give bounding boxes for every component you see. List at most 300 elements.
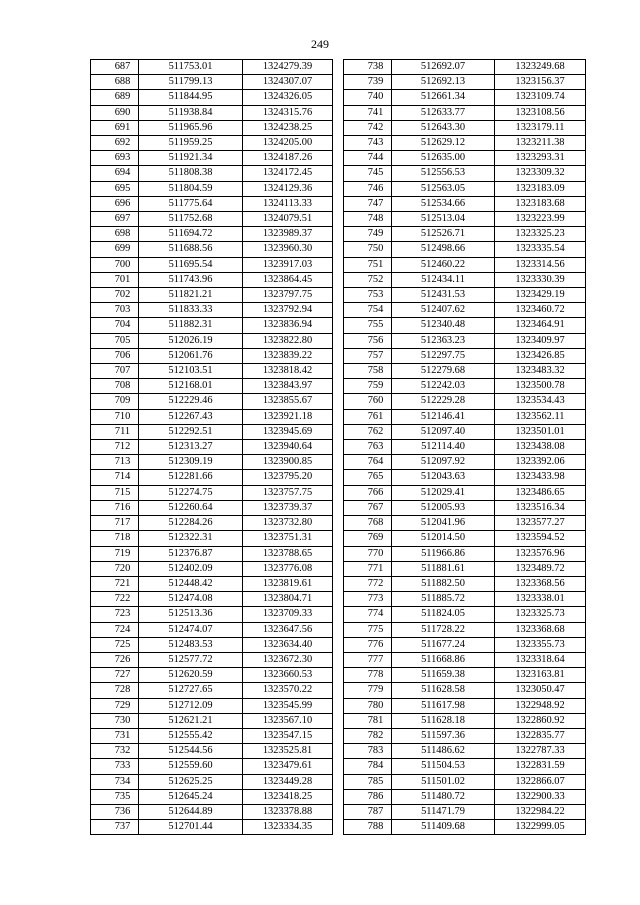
y-coordinate-cell: 1323545.99 — [243, 698, 333, 713]
point-number-cell: 690 — [91, 105, 139, 120]
x-coordinate-cell: 511959.25 — [139, 136, 243, 151]
y-coordinate-cell: 1323562.11 — [495, 409, 586, 424]
x-coordinate-cell: 511965.96 — [139, 120, 243, 135]
y-coordinate-cell: 1323392.06 — [495, 455, 586, 470]
table-row — [91, 136, 333, 151]
x-coordinate-cell: 512625.25 — [139, 774, 243, 789]
point-number-cell: 779 — [344, 683, 392, 698]
x-coordinate-cell: 512498.66 — [392, 242, 495, 257]
y-coordinate-cell: 1322860.92 — [495, 713, 586, 728]
y-coordinate-cell: 1324172.45 — [243, 166, 333, 181]
x-coordinate-cell: 512559.60 — [139, 759, 243, 774]
y-coordinate-cell: 1323647.56 — [243, 622, 333, 637]
y-coordinate-cell: 1323921.18 — [243, 409, 333, 424]
point-number-cell: 787 — [344, 804, 392, 819]
table-row — [344, 546, 586, 561]
point-number-cell: 762 — [344, 424, 392, 439]
x-coordinate-cell: 512014.50 — [392, 531, 495, 546]
point-number-cell: 766 — [344, 485, 392, 500]
x-coordinate-cell: 511617.98 — [392, 698, 495, 713]
point-number-cell: 721 — [91, 576, 139, 591]
x-coordinate-cell: 511804.59 — [139, 181, 243, 196]
point-number-cell: 702 — [91, 288, 139, 303]
point-number-cell: 715 — [91, 485, 139, 500]
point-number-cell: 761 — [344, 409, 392, 424]
point-number-cell: 701 — [91, 272, 139, 287]
point-number-cell: 696 — [91, 196, 139, 211]
y-coordinate-cell: 1323516.34 — [495, 500, 586, 515]
point-number-cell: 722 — [91, 592, 139, 607]
table-row — [344, 196, 586, 211]
table-row — [91, 440, 333, 455]
table-row — [344, 759, 586, 774]
y-coordinate-cell: 1323318.64 — [495, 652, 586, 667]
point-number-cell: 707 — [91, 364, 139, 379]
table-row — [344, 409, 586, 424]
x-coordinate-cell: 512483.53 — [139, 637, 243, 652]
point-number-cell: 742 — [344, 120, 392, 135]
x-coordinate-cell: 512061.76 — [139, 348, 243, 363]
x-coordinate-cell: 511808.38 — [139, 166, 243, 181]
y-coordinate-cell: 1323355.73 — [495, 637, 586, 652]
point-number-cell: 704 — [91, 318, 139, 333]
point-number-cell: 711 — [91, 424, 139, 439]
x-coordinate-cell: 511501.02 — [392, 774, 495, 789]
y-coordinate-cell: 1323433.98 — [495, 470, 586, 485]
table-row — [91, 151, 333, 166]
point-number-cell: 745 — [344, 166, 392, 181]
table-row — [91, 181, 333, 196]
point-number-cell: 716 — [91, 500, 139, 515]
table-row — [91, 105, 333, 120]
y-coordinate-cell: 1323418.25 — [243, 789, 333, 804]
y-coordinate-cell: 1323804.71 — [243, 592, 333, 607]
y-coordinate-cell: 1323429.19 — [495, 288, 586, 303]
table-row — [344, 151, 586, 166]
x-coordinate-cell: 512363.23 — [392, 333, 495, 348]
x-coordinate-cell: 511821.21 — [139, 288, 243, 303]
y-coordinate-cell: 1323108.56 — [495, 105, 586, 120]
x-coordinate-cell: 512563.05 — [392, 181, 495, 196]
y-coordinate-cell: 1322835.77 — [495, 728, 586, 743]
y-coordinate-cell: 1323156.37 — [495, 75, 586, 90]
point-number-cell: 774 — [344, 607, 392, 622]
point-number-cell: 783 — [344, 744, 392, 759]
y-coordinate-cell: 1324279.39 — [243, 60, 333, 75]
point-number-cell: 709 — [91, 394, 139, 409]
y-coordinate-cell: 1323486.65 — [495, 485, 586, 500]
point-number-cell: 730 — [91, 713, 139, 728]
x-coordinate-cell: 511775.64 — [139, 196, 243, 211]
point-number-cell: 775 — [344, 622, 392, 637]
y-coordinate-cell: 1324315.76 — [243, 105, 333, 120]
point-number-cell: 729 — [91, 698, 139, 713]
y-coordinate-cell: 1323567.10 — [243, 713, 333, 728]
point-number-cell: 713 — [91, 455, 139, 470]
y-coordinate-cell: 1322984.22 — [495, 804, 586, 819]
x-coordinate-cell: 512633.77 — [392, 105, 495, 120]
x-coordinate-cell: 512402.09 — [139, 561, 243, 576]
table-row — [344, 668, 586, 683]
table-row — [91, 531, 333, 546]
point-number-cell: 755 — [344, 318, 392, 333]
y-coordinate-cell: 1324187.26 — [243, 151, 333, 166]
point-number-cell: 773 — [344, 592, 392, 607]
table-row — [344, 804, 586, 819]
y-coordinate-cell: 1323489.72 — [495, 561, 586, 576]
point-number-cell: 736 — [91, 804, 139, 819]
point-number-cell: 723 — [91, 607, 139, 622]
point-number-cell: 763 — [344, 440, 392, 455]
x-coordinate-cell: 511409.68 — [392, 820, 495, 835]
x-coordinate-cell: 512635.00 — [392, 151, 495, 166]
y-coordinate-cell: 1323732.80 — [243, 516, 333, 531]
point-number-cell: 768 — [344, 516, 392, 531]
table-row — [91, 500, 333, 515]
y-coordinate-cell: 1324113.33 — [243, 196, 333, 211]
y-coordinate-cell: 1324307.07 — [243, 75, 333, 90]
point-number-cell: 712 — [91, 440, 139, 455]
point-number-cell: 694 — [91, 166, 139, 181]
x-coordinate-cell: 512029.41 — [392, 485, 495, 500]
point-number-cell: 781 — [344, 713, 392, 728]
y-coordinate-cell: 1322787.33 — [495, 744, 586, 759]
x-coordinate-cell: 511844.95 — [139, 90, 243, 105]
table-row — [91, 744, 333, 759]
y-coordinate-cell: 1323426.85 — [495, 348, 586, 363]
x-coordinate-cell: 512242.03 — [392, 379, 495, 394]
y-coordinate-cell: 1323338.01 — [495, 592, 586, 607]
x-coordinate-cell: 511881.61 — [392, 561, 495, 576]
table-row — [91, 120, 333, 135]
point-number-cell: 758 — [344, 364, 392, 379]
point-number-cell: 752 — [344, 272, 392, 287]
y-coordinate-cell: 1323325.73 — [495, 607, 586, 622]
y-coordinate-cell: 1323788.65 — [243, 546, 333, 561]
x-coordinate-cell: 511824.05 — [392, 607, 495, 622]
x-coordinate-cell: 511938.84 — [139, 105, 243, 120]
table-row — [91, 379, 333, 394]
y-coordinate-cell: 1323330.39 — [495, 272, 586, 287]
y-coordinate-cell: 1323989.37 — [243, 227, 333, 242]
x-coordinate-cell: 512026.19 — [139, 333, 243, 348]
x-coordinate-cell: 512146.41 — [392, 409, 495, 424]
x-coordinate-cell: 511486.62 — [392, 744, 495, 759]
table-row — [344, 136, 586, 151]
x-coordinate-cell: 511471.79 — [392, 804, 495, 819]
y-coordinate-cell: 1323449.28 — [243, 774, 333, 789]
table-row — [344, 257, 586, 272]
point-number-cell: 784 — [344, 759, 392, 774]
point-number-cell: 759 — [344, 379, 392, 394]
table-row — [344, 424, 586, 439]
y-coordinate-cell: 1323945.69 — [243, 424, 333, 439]
table-row — [344, 348, 586, 363]
x-coordinate-cell: 511799.13 — [139, 75, 243, 90]
y-coordinate-cell: 1323576.96 — [495, 546, 586, 561]
x-coordinate-cell: 511668.86 — [392, 652, 495, 667]
x-coordinate-cell: 512281.66 — [139, 470, 243, 485]
table-row — [91, 683, 333, 698]
point-number-cell: 771 — [344, 561, 392, 576]
table-row — [91, 516, 333, 531]
table-row — [91, 592, 333, 607]
x-coordinate-cell: 512474.08 — [139, 592, 243, 607]
x-coordinate-cell: 512534.66 — [392, 196, 495, 211]
table-row — [91, 789, 333, 804]
y-coordinate-cell: 1323960.30 — [243, 242, 333, 257]
table-row — [344, 607, 586, 622]
table-row — [91, 774, 333, 789]
table-row — [91, 622, 333, 637]
point-number-cell: 750 — [344, 242, 392, 257]
table-row — [91, 485, 333, 500]
y-coordinate-cell: 1323570.22 — [243, 683, 333, 698]
point-number-cell: 760 — [344, 394, 392, 409]
x-coordinate-cell: 512297.75 — [392, 348, 495, 363]
table-row — [91, 409, 333, 424]
table-row — [344, 181, 586, 196]
y-coordinate-cell: 1323751.31 — [243, 531, 333, 546]
table-row — [91, 394, 333, 409]
y-coordinate-cell: 1323109.74 — [495, 90, 586, 105]
table-row — [344, 683, 586, 698]
y-coordinate-cell: 1323309.32 — [495, 166, 586, 181]
y-coordinate-cell: 1323940.64 — [243, 440, 333, 455]
table-row — [344, 166, 586, 181]
x-coordinate-cell: 512376.87 — [139, 546, 243, 561]
point-number-cell: 703 — [91, 303, 139, 318]
table-row — [91, 348, 333, 363]
table-row — [91, 561, 333, 576]
table-row — [91, 668, 333, 683]
table-row — [91, 333, 333, 348]
x-coordinate-cell: 512661.34 — [392, 90, 495, 105]
x-coordinate-cell: 512005.93 — [392, 500, 495, 515]
table-row — [91, 820, 333, 835]
y-coordinate-cell: 1323314.56 — [495, 257, 586, 272]
y-coordinate-cell: 1323855.67 — [243, 394, 333, 409]
table-row — [344, 242, 586, 257]
y-coordinate-cell: 1323293.31 — [495, 151, 586, 166]
table-row — [91, 637, 333, 652]
x-coordinate-cell: 512168.01 — [139, 379, 243, 394]
table-row — [344, 622, 586, 637]
y-coordinate-cell: 1323534.43 — [495, 394, 586, 409]
y-coordinate-cell: 1323917.03 — [243, 257, 333, 272]
point-number-cell: 753 — [344, 288, 392, 303]
x-coordinate-cell: 511688.56 — [139, 242, 243, 257]
x-coordinate-cell: 511694.72 — [139, 227, 243, 242]
y-coordinate-cell: 1323368.56 — [495, 576, 586, 591]
y-coordinate-cell: 1323479.61 — [243, 759, 333, 774]
point-number-cell: 747 — [344, 196, 392, 211]
table-row — [91, 424, 333, 439]
y-coordinate-cell: 1324205.00 — [243, 136, 333, 151]
table-row — [344, 303, 586, 318]
y-coordinate-cell: 1323577.27 — [495, 516, 586, 531]
point-number-cell: 777 — [344, 652, 392, 667]
table-row — [91, 804, 333, 819]
point-number-cell: 699 — [91, 242, 139, 257]
point-number-cell: 724 — [91, 622, 139, 637]
x-coordinate-cell: 512340.48 — [392, 318, 495, 333]
table-row — [344, 485, 586, 500]
point-number-cell: 688 — [91, 75, 139, 90]
table-row — [344, 500, 586, 515]
x-coordinate-cell: 512474.07 — [139, 622, 243, 637]
coordinates-table-left — [90, 59, 333, 835]
table-row — [344, 637, 586, 652]
point-number-cell: 708 — [91, 379, 139, 394]
table-row — [344, 561, 586, 576]
point-number-cell: 731 — [91, 728, 139, 743]
point-number-cell: 692 — [91, 136, 139, 151]
x-coordinate-cell: 512701.44 — [139, 820, 243, 835]
x-coordinate-cell: 512322.31 — [139, 531, 243, 546]
point-number-cell: 770 — [344, 546, 392, 561]
x-coordinate-cell: 512555.42 — [139, 728, 243, 743]
y-coordinate-cell: 1324238.25 — [243, 120, 333, 135]
point-number-cell: 693 — [91, 151, 139, 166]
x-coordinate-cell: 512645.24 — [139, 789, 243, 804]
point-number-cell: 714 — [91, 470, 139, 485]
x-coordinate-cell: 511628.58 — [392, 683, 495, 698]
x-coordinate-cell: 512448.42 — [139, 576, 243, 591]
x-coordinate-cell: 512292.51 — [139, 424, 243, 439]
table-row — [344, 516, 586, 531]
x-coordinate-cell: 512313.27 — [139, 440, 243, 455]
y-coordinate-cell: 1323709.33 — [243, 607, 333, 622]
point-number-cell: 754 — [344, 303, 392, 318]
table-row — [91, 242, 333, 257]
y-coordinate-cell: 1323325.23 — [495, 227, 586, 242]
point-number-cell: 734 — [91, 774, 139, 789]
y-coordinate-cell: 1324129.36 — [243, 181, 333, 196]
x-coordinate-cell: 512556.53 — [392, 166, 495, 181]
x-coordinate-cell: 511885.72 — [392, 592, 495, 607]
point-number-cell: 756 — [344, 333, 392, 348]
y-coordinate-cell: 1322999.05 — [495, 820, 586, 835]
point-number-cell: 751 — [344, 257, 392, 272]
y-coordinate-cell: 1323409.97 — [495, 333, 586, 348]
table-row — [344, 652, 586, 667]
y-coordinate-cell: 1323818.42 — [243, 364, 333, 379]
table-row — [91, 728, 333, 743]
point-number-cell: 738 — [344, 60, 392, 75]
table-row — [91, 470, 333, 485]
point-number-cell: 689 — [91, 90, 139, 105]
point-number-cell: 728 — [91, 683, 139, 698]
y-coordinate-cell: 1323634.40 — [243, 637, 333, 652]
y-coordinate-cell: 1322948.92 — [495, 698, 586, 713]
table-row — [344, 120, 586, 135]
x-coordinate-cell: 512229.46 — [139, 394, 243, 409]
point-number-cell: 757 — [344, 348, 392, 363]
table-row — [344, 592, 586, 607]
point-number-cell: 767 — [344, 500, 392, 515]
x-coordinate-cell: 512629.12 — [392, 136, 495, 151]
point-number-cell: 719 — [91, 546, 139, 561]
table-row — [344, 470, 586, 485]
point-number-cell: 710 — [91, 409, 139, 424]
x-coordinate-cell: 511966.86 — [392, 546, 495, 561]
x-coordinate-cell: 511921.34 — [139, 151, 243, 166]
table-row — [91, 272, 333, 287]
y-coordinate-cell: 1323500.78 — [495, 379, 586, 394]
table-row — [91, 257, 333, 272]
point-number-cell: 765 — [344, 470, 392, 485]
x-coordinate-cell: 511752.68 — [139, 212, 243, 227]
point-number-cell: 786 — [344, 789, 392, 804]
table-row — [91, 60, 333, 75]
x-coordinate-cell: 511753.01 — [139, 60, 243, 75]
point-number-cell: 746 — [344, 181, 392, 196]
table-row — [344, 75, 586, 90]
point-number-cell: 739 — [344, 75, 392, 90]
x-coordinate-cell: 512712.09 — [139, 698, 243, 713]
table-row — [91, 713, 333, 728]
table-row — [344, 713, 586, 728]
y-coordinate-cell: 1322831.59 — [495, 759, 586, 774]
point-number-cell: 698 — [91, 227, 139, 242]
point-number-cell: 732 — [91, 744, 139, 759]
table-row — [91, 196, 333, 211]
y-coordinate-cell: 1323660.53 — [243, 668, 333, 683]
x-coordinate-cell: 512229.28 — [392, 394, 495, 409]
point-number-cell: 778 — [344, 668, 392, 683]
table-row — [91, 166, 333, 181]
x-coordinate-cell: 512692.13 — [392, 75, 495, 90]
point-number-cell: 764 — [344, 455, 392, 470]
point-number-cell: 718 — [91, 531, 139, 546]
x-coordinate-cell: 511882.50 — [392, 576, 495, 591]
y-coordinate-cell: 1323776.08 — [243, 561, 333, 576]
y-coordinate-cell: 1323757.75 — [243, 485, 333, 500]
table-row — [91, 303, 333, 318]
x-coordinate-cell: 512727.65 — [139, 683, 243, 698]
point-number-cell: 687 — [91, 60, 139, 75]
coordinates-table-right — [343, 59, 586, 835]
point-number-cell: 737 — [91, 820, 139, 835]
table-row — [91, 75, 333, 90]
table-row — [344, 227, 586, 242]
x-coordinate-cell: 512544.56 — [139, 744, 243, 759]
y-coordinate-cell: 1323378.88 — [243, 804, 333, 819]
table-row — [344, 379, 586, 394]
x-coordinate-cell: 511480.72 — [392, 789, 495, 804]
x-coordinate-cell: 511628.18 — [392, 713, 495, 728]
y-coordinate-cell: 1323464.91 — [495, 318, 586, 333]
x-coordinate-cell: 511833.33 — [139, 303, 243, 318]
y-coordinate-cell: 1323183.09 — [495, 181, 586, 196]
table-row — [344, 105, 586, 120]
y-coordinate-cell: 1323525.81 — [243, 744, 333, 759]
x-coordinate-cell: 511677.24 — [392, 637, 495, 652]
point-number-cell: 776 — [344, 637, 392, 652]
y-coordinate-cell: 1322866.07 — [495, 774, 586, 789]
y-coordinate-cell: 1323163.81 — [495, 668, 586, 683]
table-row — [91, 318, 333, 333]
x-coordinate-cell: 512513.36 — [139, 607, 243, 622]
x-coordinate-cell: 511728.22 — [392, 622, 495, 637]
point-number-cell: 720 — [91, 561, 139, 576]
table-row — [344, 272, 586, 287]
point-number-cell: 748 — [344, 212, 392, 227]
y-coordinate-cell: 1323335.54 — [495, 242, 586, 257]
x-coordinate-cell: 512274.75 — [139, 485, 243, 500]
y-coordinate-cell: 1323183.68 — [495, 196, 586, 211]
